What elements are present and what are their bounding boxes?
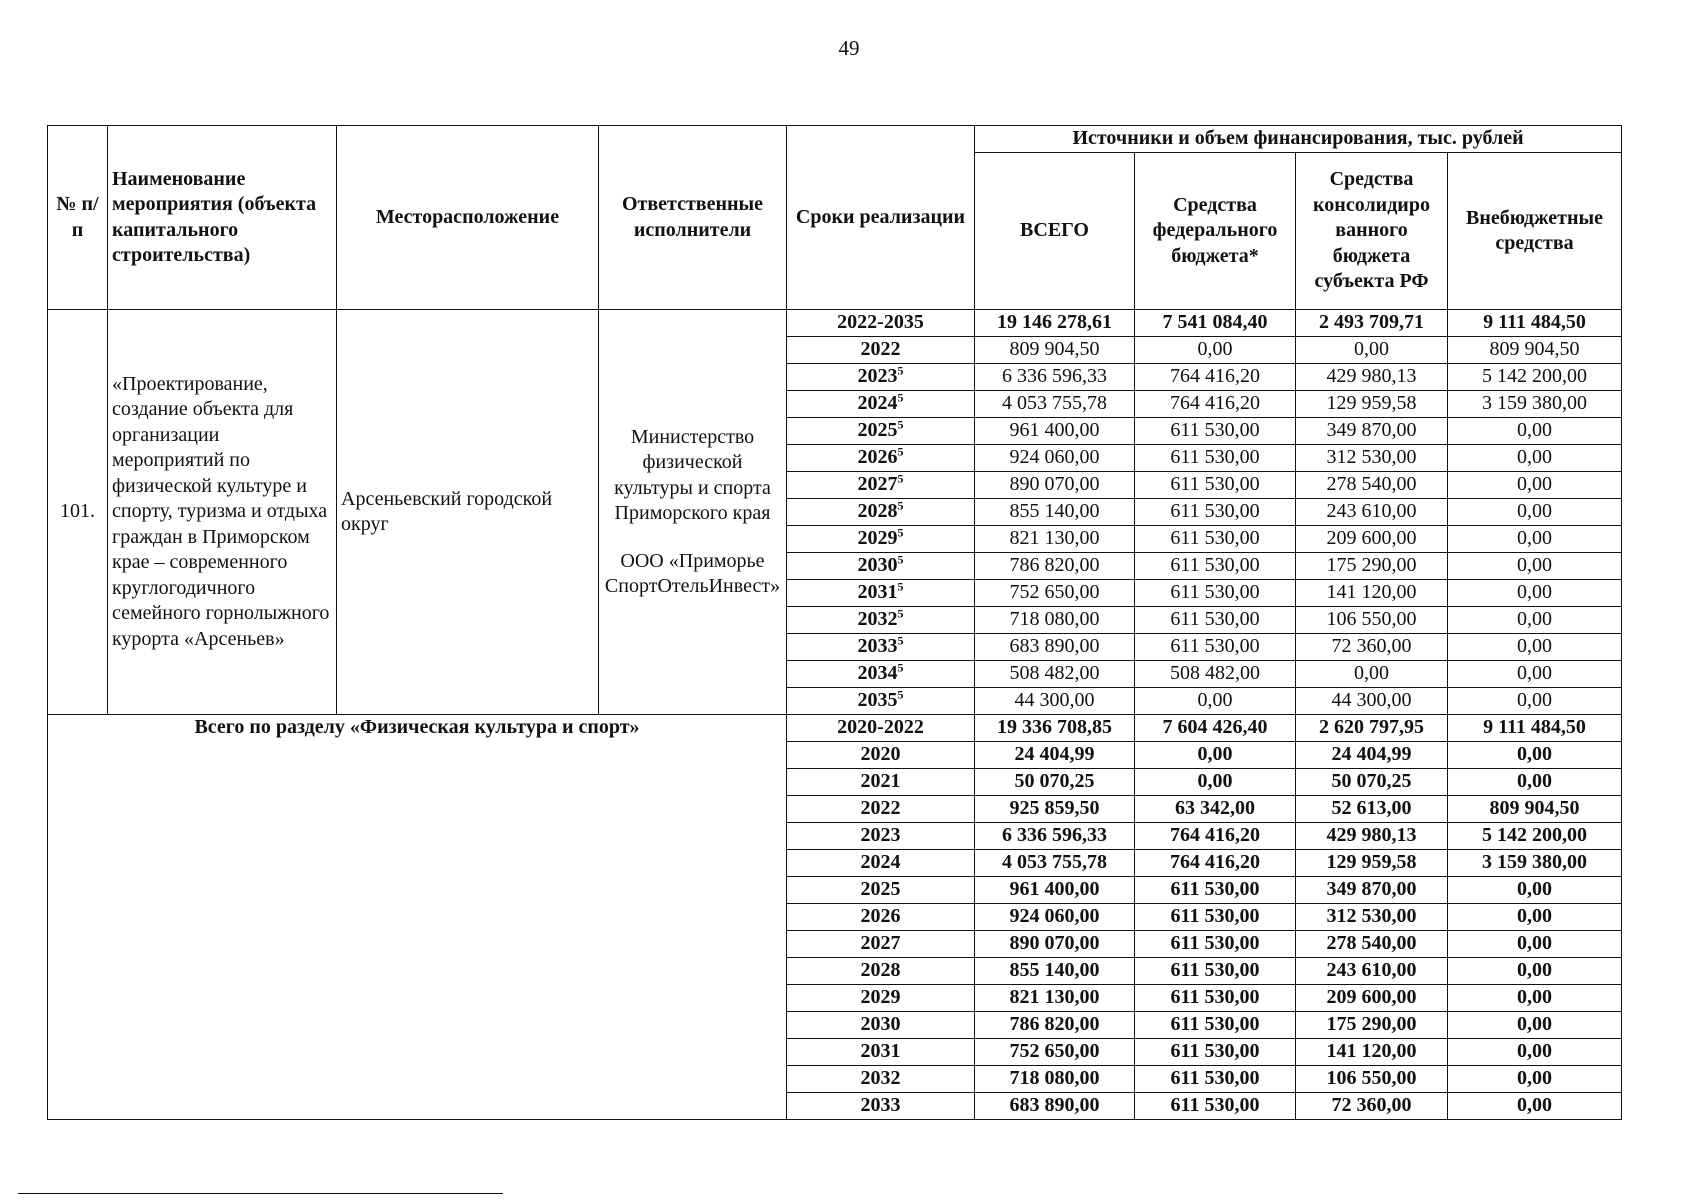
amount-extra: 0,00	[1448, 661, 1622, 688]
amount-total: 24 404,99	[975, 742, 1135, 769]
year-cell	[787, 364, 975, 391]
amount-federal: 611 530,00	[1135, 445, 1296, 472]
amount-extra: 3 159 380,00	[1448, 391, 1622, 418]
year-cell: 2031	[787, 1039, 975, 1066]
amount-federal: 764 416,20	[1135, 391, 1296, 418]
footnote-mark: 5	[897, 552, 904, 567]
footnote-mark: 5	[897, 390, 904, 405]
amount-total: 924 060,00	[975, 445, 1135, 472]
amount-regional: 72 360,00	[1296, 634, 1448, 661]
header-financing-group: Источники и объем финансирования, тыс. рублей	[975, 126, 1622, 153]
amount-total: 508 482,00	[975, 661, 1135, 688]
amount-regional: 243 610,00	[1296, 499, 1448, 526]
year-value: 2023	[857, 365, 898, 388]
amount-total: 6 336 596,33	[975, 823, 1135, 850]
amount-total: 718 080,00	[975, 1066, 1135, 1093]
year-value: 2030	[857, 554, 898, 577]
section-total-label: Всего по разделу «Физическая культура и спорт»	[48, 715, 787, 1120]
amount-regional: 312 530,00	[1296, 904, 1448, 931]
header-name: Наименование мероприятия (объекта капитального строительства)	[108, 126, 337, 310]
amount-extra: 0,00	[1448, 904, 1622, 931]
year-value: 2028	[857, 500, 898, 523]
amount-total: 786 820,00	[975, 1012, 1135, 1039]
amount-extra: 9 111 484,50	[1448, 310, 1622, 337]
amount-regional: 2 620 797,95	[1296, 715, 1448, 742]
amount-extra: 0,00	[1448, 580, 1622, 607]
year-cell: 2033	[787, 1093, 975, 1120]
amount-extra: 0,00	[1448, 985, 1622, 1012]
amount-extra: 0,00	[1448, 958, 1622, 985]
year-cell: 2027	[787, 931, 975, 958]
amount-federal: 611 530,00	[1135, 472, 1296, 499]
table-row	[48, 715, 1622, 742]
amount-federal: 63 342,00	[1135, 796, 1296, 823]
year-cell	[787, 553, 975, 580]
year-cell	[787, 499, 975, 526]
amount-regional: 429 980,13	[1296, 823, 1448, 850]
amount-federal: 0,00	[1135, 769, 1296, 796]
amount-regional: 72 360,00	[1296, 1093, 1448, 1120]
amount-federal: 7 604 426,40	[1135, 715, 1296, 742]
amount-extra: 0,00	[1448, 742, 1622, 769]
year-value: 2024	[857, 392, 898, 415]
amount-federal: 611 530,00	[1135, 634, 1296, 661]
amount-extra: 0,00	[1448, 769, 1622, 796]
amount-federal: 611 530,00	[1135, 1012, 1296, 1039]
item-101-rows	[48, 310, 1622, 715]
table-row	[48, 310, 1622, 337]
amount-federal: 611 530,00	[1135, 580, 1296, 607]
footnote-mark: 5	[897, 687, 904, 702]
amount-federal: 508 482,00	[1135, 661, 1296, 688]
amount-total: 786 820,00	[975, 553, 1135, 580]
amount-total: 683 890,00	[975, 1093, 1135, 1120]
header-total: ВСЕГО	[975, 153, 1135, 310]
amount-federal: 7 541 084,40	[1135, 310, 1296, 337]
amount-regional: 129 959,58	[1296, 391, 1448, 418]
footnote-mark: 5	[897, 498, 904, 513]
amount-regional: 44 300,00	[1296, 688, 1448, 715]
amount-total: 855 140,00	[975, 958, 1135, 985]
amount-total: 821 130,00	[975, 985, 1135, 1012]
year-value: 2031	[857, 581, 898, 604]
footnote-mark: 5	[897, 471, 904, 486]
header-number: № п/п	[48, 126, 108, 310]
amount-regional: 2 493 709,71	[1296, 310, 1448, 337]
year-value: 2029	[857, 527, 898, 550]
amount-federal: 611 530,00	[1135, 931, 1296, 958]
amount-total: 890 070,00	[975, 931, 1135, 958]
year-value: 2034	[857, 662, 898, 685]
amount-regional: 141 120,00	[1296, 580, 1448, 607]
amount-extra: 0,00	[1448, 418, 1622, 445]
amount-extra: 0,00	[1448, 877, 1622, 904]
amount-regional: 429 980,13	[1296, 364, 1448, 391]
amount-total: 4 053 755,78	[975, 391, 1135, 418]
year-cell: 2025	[787, 877, 975, 904]
amount-federal: 611 530,00	[1135, 877, 1296, 904]
year-cell	[787, 580, 975, 607]
amount-extra: 0,00	[1448, 499, 1622, 526]
amount-extra: 809 904,50	[1448, 796, 1622, 823]
amount-extra: 0,00	[1448, 1012, 1622, 1039]
amount-federal: 611 530,00	[1135, 607, 1296, 634]
year-cell: 2021	[787, 769, 975, 796]
footnote-mark: 5	[897, 417, 904, 432]
amount-federal: 611 530,00	[1135, 526, 1296, 553]
item-responsible	[599, 310, 787, 715]
amount-regional: 209 600,00	[1296, 985, 1448, 1012]
amount-extra: 0,00	[1448, 445, 1622, 472]
amount-regional: 24 404,99	[1296, 742, 1448, 769]
item-number: 101.	[48, 310, 108, 715]
amount-total: 890 070,00	[975, 472, 1135, 499]
amount-total: 19 146 278,61	[975, 310, 1135, 337]
footnote-mark: 5	[897, 444, 904, 459]
header-extra: Внебюджетные средства	[1448, 153, 1622, 310]
amount-federal: 611 530,00	[1135, 1093, 1296, 1120]
year-value: 2035	[857, 689, 898, 712]
amount-federal: 764 416,20	[1135, 364, 1296, 391]
amount-total: 925 859,50	[975, 796, 1135, 823]
financing-table	[47, 125, 1622, 1120]
year-value: 2022-2035	[837, 311, 924, 334]
footnote-mark: 5	[897, 660, 904, 675]
amount-regional: 0,00	[1296, 661, 1448, 688]
year-cell: 2024	[787, 850, 975, 877]
year-cell	[787, 688, 975, 715]
amount-federal: 0,00	[1135, 688, 1296, 715]
header-responsible: Ответственные исполнители	[599, 126, 787, 310]
amount-federal: 611 530,00	[1135, 1039, 1296, 1066]
year-cell	[787, 391, 975, 418]
year-value: 2033	[857, 635, 898, 658]
amount-extra: 0,00	[1448, 1039, 1622, 1066]
amount-regional: 106 550,00	[1296, 1066, 1448, 1093]
year-cell	[787, 607, 975, 634]
item-name: «Проектирование, создание объекта для организации мероприятий по физической культуре и спорту, туризма и отдыха граждан в Приморском крае – современного круглогодичного семейного горнолыжного курорта «Арсеньев»	[108, 310, 337, 715]
amount-total: 19 336 708,85	[975, 715, 1135, 742]
amount-total: 821 130,00	[975, 526, 1135, 553]
year-cell	[787, 661, 975, 688]
amount-regional: 141 120,00	[1296, 1039, 1448, 1066]
header-location: Месторасположение	[337, 126, 599, 310]
amount-extra: 0,00	[1448, 688, 1622, 715]
amount-extra: 0,00	[1448, 1093, 1622, 1120]
year-cell: 2020	[787, 742, 975, 769]
amount-federal: 611 530,00	[1135, 904, 1296, 931]
amount-extra: 0,00	[1448, 634, 1622, 661]
year-cell	[787, 634, 975, 661]
amount-regional: 243 610,00	[1296, 958, 1448, 985]
section-total-rows	[48, 715, 1622, 1120]
year-cell	[787, 418, 975, 445]
amount-total: 924 060,00	[975, 904, 1135, 931]
footnote-mark: 5	[897, 606, 904, 621]
year-value: 2025	[857, 419, 898, 442]
year-cell	[787, 526, 975, 553]
year-value: 2022	[860, 338, 901, 361]
amount-total: 961 400,00	[975, 418, 1135, 445]
item-location: Арсеньевский городской округ	[337, 310, 599, 715]
amount-federal: 611 530,00	[1135, 499, 1296, 526]
amount-regional: 0,00	[1296, 337, 1448, 364]
footnote-mark: 5	[897, 525, 904, 540]
year-cell: 2030	[787, 1012, 975, 1039]
amount-total: 683 890,00	[975, 634, 1135, 661]
amount-extra: 0,00	[1448, 1066, 1622, 1093]
year-cell: 2029	[787, 985, 975, 1012]
amount-total: 44 300,00	[975, 688, 1135, 715]
amount-regional: 175 290,00	[1296, 553, 1448, 580]
header-regional: Средства консолидиро ванного бюджета субъекта РФ	[1296, 153, 1448, 310]
year-cell: 2020-2022	[787, 715, 975, 742]
header-terms: Сроки реализации	[787, 126, 975, 310]
amount-federal: 611 530,00	[1135, 418, 1296, 445]
amount-federal: 0,00	[1135, 337, 1296, 364]
responsible-ministry: Министерство физической культуры и спорта Приморского края	[614, 425, 771, 524]
amount-extra: 0,00	[1448, 607, 1622, 634]
amount-total: 855 140,00	[975, 499, 1135, 526]
year-cell	[787, 310, 975, 337]
amount-regional: 50 070,25	[1296, 769, 1448, 796]
amount-extra: 3 159 380,00	[1448, 850, 1622, 877]
year-cell: 2026	[787, 904, 975, 931]
amount-total: 752 650,00	[975, 1039, 1135, 1066]
amount-regional: 349 870,00	[1296, 418, 1448, 445]
amount-extra: 0,00	[1448, 931, 1622, 958]
amount-total: 809 904,50	[975, 337, 1135, 364]
amount-total: 6 336 596,33	[975, 364, 1135, 391]
amount-extra: 5 142 200,00	[1448, 823, 1622, 850]
amount-extra: 0,00	[1448, 526, 1622, 553]
year-value: 2032	[857, 608, 898, 631]
year-cell: 2022	[787, 796, 975, 823]
amount-federal: 764 416,20	[1135, 850, 1296, 877]
header-federal: Средства федерального бюджета*	[1135, 153, 1296, 310]
amount-total: 718 080,00	[975, 607, 1135, 634]
amount-extra: 0,00	[1448, 553, 1622, 580]
amount-federal: 611 530,00	[1135, 958, 1296, 985]
amount-federal: 611 530,00	[1135, 985, 1296, 1012]
amount-regional: 278 540,00	[1296, 472, 1448, 499]
amount-total: 752 650,00	[975, 580, 1135, 607]
amount-regional: 209 600,00	[1296, 526, 1448, 553]
footnote-mark: 5	[897, 363, 904, 378]
amount-total: 961 400,00	[975, 877, 1135, 904]
amount-extra: 5 142 200,00	[1448, 364, 1622, 391]
amount-total: 50 070,25	[975, 769, 1135, 796]
amount-total: 4 053 755,78	[975, 850, 1135, 877]
amount-extra: 0,00	[1448, 472, 1622, 499]
year-value: 2026	[857, 446, 898, 469]
amount-federal: 0,00	[1135, 742, 1296, 769]
year-cell	[787, 472, 975, 499]
footnote-mark: 5	[897, 579, 904, 594]
year-cell: 2023	[787, 823, 975, 850]
amount-regional: 349 870,00	[1296, 877, 1448, 904]
amount-regional: 278 540,00	[1296, 931, 1448, 958]
year-cell	[787, 445, 975, 472]
amount-federal: 611 530,00	[1135, 553, 1296, 580]
amount-regional: 129 959,58	[1296, 850, 1448, 877]
amount-regional: 52 613,00	[1296, 796, 1448, 823]
amount-federal: 764 416,20	[1135, 823, 1296, 850]
page-number: 49	[838, 36, 860, 60]
year-value: 2027	[857, 473, 898, 496]
year-cell: 2032	[787, 1066, 975, 1093]
amount-regional: 312 530,00	[1296, 445, 1448, 472]
amount-extra: 9 111 484,50	[1448, 715, 1622, 742]
footnote-mark: 5	[897, 633, 904, 648]
footnote-rule	[18, 1193, 503, 1194]
responsible-company: ООО «Приморье СпортОтельИнвест»	[604, 549, 781, 597]
amount-regional: 106 550,00	[1296, 607, 1448, 634]
amount-regional: 175 290,00	[1296, 1012, 1448, 1039]
year-cell	[787, 337, 975, 364]
amount-federal: 611 530,00	[1135, 1066, 1296, 1093]
amount-extra: 809 904,50	[1448, 337, 1622, 364]
year-cell: 2028	[787, 958, 975, 985]
table-header	[48, 126, 1622, 310]
